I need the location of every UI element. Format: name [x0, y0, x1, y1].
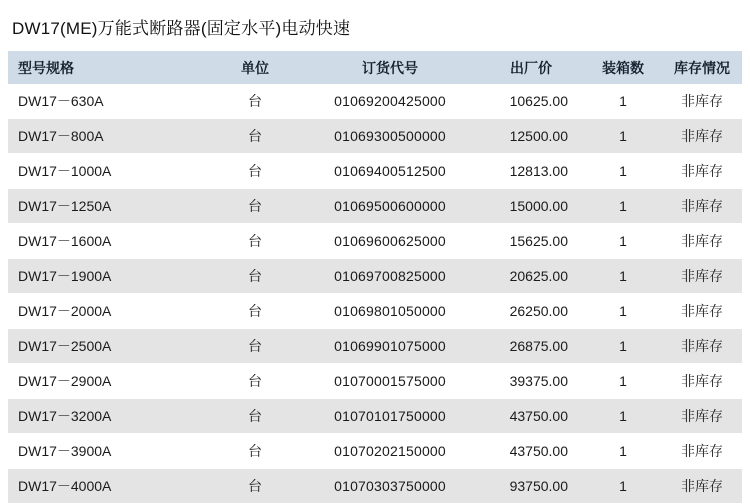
cell-qty: 1 — [584, 84, 662, 119]
cell-unit: 台 — [208, 154, 302, 189]
cell-unit: 台 — [208, 469, 302, 504]
cell-stock: 非库存 — [662, 434, 742, 469]
cell-price: 20625.00 — [478, 259, 584, 294]
cell-stock: 非库存 — [662, 154, 742, 189]
cell-stock: 非库存 — [662, 329, 742, 364]
cell-price: 15625.00 — [478, 224, 584, 259]
cell-qty: 1 — [584, 189, 662, 224]
cell-unit: 台 — [208, 364, 302, 399]
table-row — [8, 399, 742, 434]
cell-qty: 1 — [584, 154, 662, 189]
cell-code: 01069901075000 — [302, 329, 478, 364]
cell-model: DW17－1000A — [8, 154, 208, 189]
cell-price: 12813.00 — [478, 154, 584, 189]
cell-model: DW17－2900A — [8, 364, 208, 399]
cell-price: 15000.00 — [478, 189, 584, 224]
table-row — [8, 364, 742, 399]
page-title: DW17(ME)万能式断路器(固定水平)电动快速 — [12, 19, 351, 38]
cell-code: 01069801050000 — [302, 294, 478, 329]
cell-price: 43750.00 — [478, 434, 584, 469]
cell-model: DW17－3900A — [8, 434, 208, 469]
cell-model: DW17－800A — [8, 119, 208, 154]
product-spec-table — [8, 51, 742, 504]
table-row — [8, 224, 742, 259]
cell-unit: 台 — [208, 189, 302, 224]
cell-qty: 1 — [584, 224, 662, 259]
cell-unit: 台 — [208, 224, 302, 259]
cell-stock: 非库存 — [662, 224, 742, 259]
column-header-stock: 库存情况 — [662, 51, 742, 84]
cell-price: 12500.00 — [478, 119, 584, 154]
cell-code: 01069400512500 — [302, 154, 478, 189]
cell-qty: 1 — [584, 329, 662, 364]
table-row — [8, 434, 742, 469]
table-row — [8, 259, 742, 294]
cell-stock: 非库存 — [662, 189, 742, 224]
cell-qty: 1 — [584, 434, 662, 469]
cell-code: 01069500600000 — [302, 189, 478, 224]
cell-model: DW17－3200A — [8, 399, 208, 434]
table-row — [8, 294, 742, 329]
cell-unit: 台 — [208, 294, 302, 329]
cell-price: 93750.00 — [478, 469, 584, 504]
table-row — [8, 189, 742, 224]
cell-code: 01070202150000 — [302, 434, 478, 469]
cell-stock: 非库存 — [662, 399, 742, 434]
cell-price: 10625.00 — [478, 84, 584, 119]
table-row — [8, 469, 742, 504]
table-row — [8, 329, 742, 364]
column-header-model: 型号规格 — [8, 51, 208, 84]
cell-stock: 非库存 — [662, 294, 742, 329]
cell-qty: 1 — [584, 119, 662, 154]
cell-model: DW17－2000A — [8, 294, 208, 329]
cell-unit: 台 — [208, 329, 302, 364]
cell-code: 01069300500000 — [302, 119, 478, 154]
cell-qty: 1 — [584, 294, 662, 329]
cell-model: DW17－630A — [8, 84, 208, 119]
cell-code: 01069200425000 — [302, 84, 478, 119]
cell-stock: 非库存 — [662, 469, 742, 504]
table-header-row — [8, 51, 742, 84]
column-header-unit: 单位 — [208, 51, 302, 84]
column-header-qty: 装箱数 — [584, 51, 662, 84]
table-header — [8, 51, 742, 84]
cell-price: 26250.00 — [478, 294, 584, 329]
table-row — [8, 119, 742, 154]
cell-qty: 1 — [584, 469, 662, 504]
cell-code: 01070303750000 — [302, 469, 478, 504]
cell-qty: 1 — [584, 259, 662, 294]
cell-model: DW17－1900A — [8, 259, 208, 294]
column-header-code: 订货代号 — [302, 51, 478, 84]
cell-stock: 非库存 — [662, 364, 742, 399]
cell-unit: 台 — [208, 119, 302, 154]
cell-stock: 非库存 — [662, 259, 742, 294]
cell-model: DW17－2500A — [8, 329, 208, 364]
cell-price: 39375.00 — [478, 364, 584, 399]
cell-unit: 台 — [208, 399, 302, 434]
cell-qty: 1 — [584, 399, 662, 434]
cell-unit: 台 — [208, 434, 302, 469]
cell-stock: 非库存 — [662, 119, 742, 154]
cell-price: 43750.00 — [478, 399, 584, 434]
table-row — [8, 154, 742, 189]
column-header-price: 出厂价 — [478, 51, 584, 84]
cell-unit: 台 — [208, 259, 302, 294]
cell-code: 01069700825000 — [302, 259, 478, 294]
cell-price: 26875.00 — [478, 329, 584, 364]
cell-unit: 台 — [208, 84, 302, 119]
cell-model: DW17－4000A — [8, 469, 208, 504]
cell-stock: 非库存 — [662, 84, 742, 119]
cell-code: 01070101750000 — [302, 399, 478, 434]
cell-code: 01069600625000 — [302, 224, 478, 259]
table-row — [8, 84, 742, 119]
cell-code: 01070001575000 — [302, 364, 478, 399]
cell-model: DW17－1600A — [8, 224, 208, 259]
table-body — [8, 84, 742, 504]
cell-qty: 1 — [584, 364, 662, 399]
cell-model: DW17－1250A — [8, 189, 208, 224]
